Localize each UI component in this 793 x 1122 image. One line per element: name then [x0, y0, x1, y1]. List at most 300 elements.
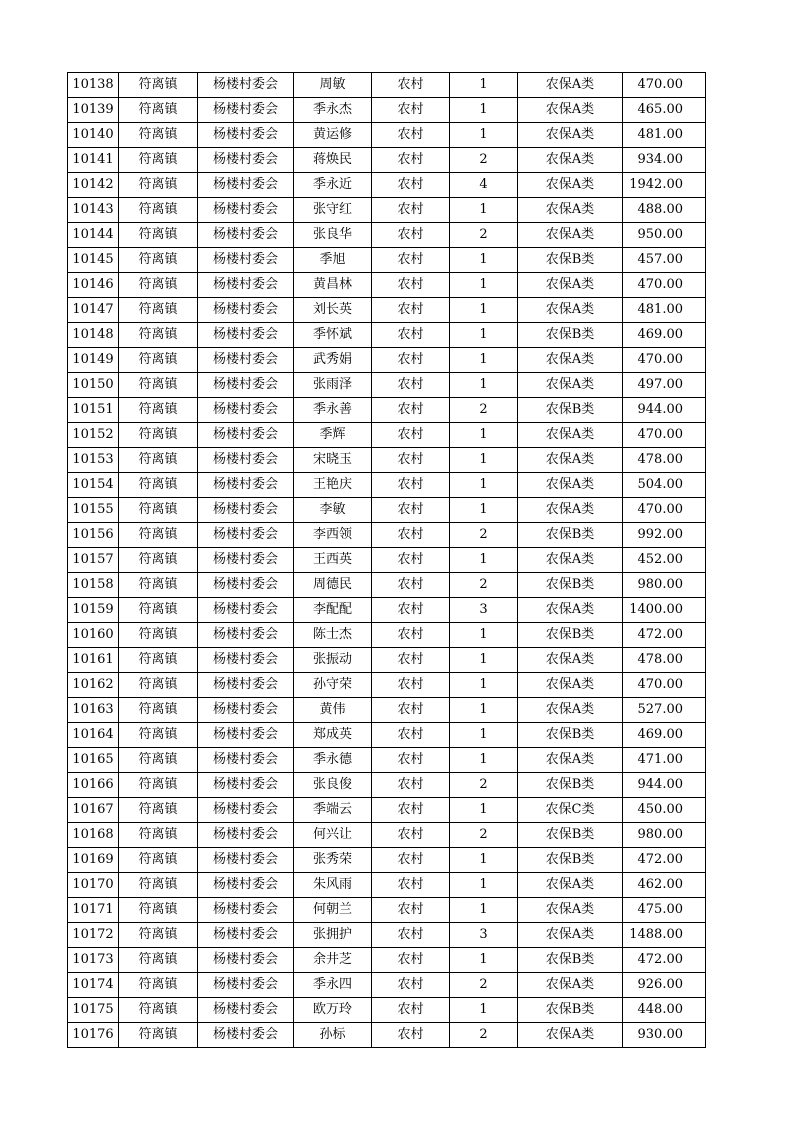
name-cell: 张拥护: [294, 923, 372, 948]
name-cell: 季永杰: [294, 98, 372, 123]
amount-cell: 930.00: [623, 1023, 706, 1048]
area-type-cell: 农村: [372, 298, 450, 323]
area-type-cell: 农村: [372, 823, 450, 848]
table-row: [68, 923, 706, 948]
town-cell: 符离镇: [119, 648, 198, 673]
area-type-cell: 农村: [372, 648, 450, 673]
amount-cell: 462.00: [623, 873, 706, 898]
insurance-class-cell: 农保A类: [518, 473, 623, 498]
name-cell: 王艳庆: [294, 473, 372, 498]
table-row: [68, 448, 706, 473]
id-cell: 10139: [68, 98, 119, 123]
town-cell: 符离镇: [119, 123, 198, 148]
name-cell: 欧万玲: [294, 998, 372, 1023]
id-cell: 10174: [68, 973, 119, 998]
table-row: [68, 873, 706, 898]
village-cell: 杨楼村委会: [198, 373, 294, 398]
id-cell: 10165: [68, 748, 119, 773]
insurance-class-cell: 农保A类: [518, 73, 623, 98]
amount-cell: 471.00: [623, 748, 706, 773]
household-count-cell: 2: [450, 973, 518, 998]
name-cell: 王西英: [294, 548, 372, 573]
amount-cell: 504.00: [623, 473, 706, 498]
name-cell: 孙守荣: [294, 673, 372, 698]
amount-cell: 980.00: [623, 823, 706, 848]
id-cell: 10164: [68, 723, 119, 748]
amount-cell: 470.00: [623, 498, 706, 523]
insurance-class-cell: 农保A类: [518, 423, 623, 448]
household-count-cell: 1: [450, 323, 518, 348]
area-type-cell: 农村: [372, 98, 450, 123]
area-type-cell: 农村: [372, 748, 450, 773]
name-cell: 周德民: [294, 573, 372, 598]
id-cell: 10167: [68, 798, 119, 823]
amount-cell: 472.00: [623, 623, 706, 648]
household-count-cell: 1: [450, 448, 518, 473]
name-cell: 黄运修: [294, 123, 372, 148]
insurance-class-cell: 农保A类: [518, 898, 623, 923]
insurance-class-cell: 农保A类: [518, 448, 623, 473]
household-count-cell: 1: [450, 123, 518, 148]
amount-cell: 470.00: [623, 273, 706, 298]
table-row: [68, 648, 706, 673]
id-cell: 10150: [68, 373, 119, 398]
town-cell: 符离镇: [119, 948, 198, 973]
household-count-cell: 2: [450, 823, 518, 848]
area-type-cell: 农村: [372, 523, 450, 548]
village-cell: 杨楼村委会: [198, 73, 294, 98]
area-type-cell: 农村: [372, 973, 450, 998]
village-cell: 杨楼村委会: [198, 273, 294, 298]
area-type-cell: 农村: [372, 248, 450, 273]
area-type-cell: 农村: [372, 373, 450, 398]
area-type-cell: 农村: [372, 1023, 450, 1048]
table-row: [68, 598, 706, 623]
area-type-cell: 农村: [372, 473, 450, 498]
name-cell: 何朝兰: [294, 898, 372, 923]
town-cell: 符离镇: [119, 273, 198, 298]
table-row: [68, 298, 706, 323]
id-cell: 10143: [68, 198, 119, 223]
insurance-class-cell: 农保B类: [518, 623, 623, 648]
name-cell: 张良俊: [294, 773, 372, 798]
insurance-class-cell: 农保A类: [518, 1023, 623, 1048]
id-cell: 10155: [68, 498, 119, 523]
village-cell: 杨楼村委会: [198, 798, 294, 823]
amount-cell: 1400.00: [623, 598, 706, 623]
insurance-class-cell: 农保A类: [518, 98, 623, 123]
id-cell: 10172: [68, 923, 119, 948]
town-cell: 符离镇: [119, 198, 198, 223]
insurance-class-cell: 农保A类: [518, 598, 623, 623]
table-row: [68, 223, 706, 248]
area-type-cell: 农村: [372, 398, 450, 423]
amount-cell: 944.00: [623, 773, 706, 798]
name-cell: 郑成英: [294, 723, 372, 748]
village-cell: 杨楼村委会: [198, 173, 294, 198]
name-cell: 李配配: [294, 598, 372, 623]
table-body: [68, 73, 706, 1048]
town-cell: 符离镇: [119, 598, 198, 623]
household-count-cell: 2: [450, 523, 518, 548]
town-cell: 符离镇: [119, 873, 198, 898]
id-cell: 10140: [68, 123, 119, 148]
amount-cell: 481.00: [623, 123, 706, 148]
name-cell: 李西领: [294, 523, 372, 548]
table-row: [68, 973, 706, 998]
amount-cell: 472.00: [623, 848, 706, 873]
town-cell: 符离镇: [119, 623, 198, 648]
village-cell: 杨楼村委会: [198, 348, 294, 373]
amount-cell: 457.00: [623, 248, 706, 273]
town-cell: 符离镇: [119, 973, 198, 998]
table-row: [68, 373, 706, 398]
household-count-cell: 1: [450, 673, 518, 698]
insurance-class-cell: 农保A类: [518, 698, 623, 723]
village-cell: 杨楼村委会: [198, 423, 294, 448]
village-cell: 杨楼村委会: [198, 773, 294, 798]
town-cell: 符离镇: [119, 473, 198, 498]
id-cell: 10142: [68, 173, 119, 198]
table-row: [68, 523, 706, 548]
insurance-class-cell: 农保A类: [518, 348, 623, 373]
insurance-class-cell: 农保A类: [518, 373, 623, 398]
area-type-cell: 农村: [372, 148, 450, 173]
table-row: [68, 498, 706, 523]
area-type-cell: 农村: [372, 898, 450, 923]
town-cell: 符离镇: [119, 773, 198, 798]
id-cell: 10152: [68, 423, 119, 448]
insurance-class-cell: 农保B类: [518, 848, 623, 873]
village-cell: 杨楼村委会: [198, 198, 294, 223]
village-cell: 杨楼村委会: [198, 123, 294, 148]
amount-cell: 475.00: [623, 898, 706, 923]
area-type-cell: 农村: [372, 548, 450, 573]
id-cell: 10148: [68, 323, 119, 348]
village-cell: 杨楼村委会: [198, 973, 294, 998]
table-row: [68, 823, 706, 848]
amount-cell: 469.00: [623, 323, 706, 348]
id-cell: 10168: [68, 823, 119, 848]
name-cell: 李敏: [294, 498, 372, 523]
table-row: [68, 798, 706, 823]
insurance-class-cell: 农保A类: [518, 273, 623, 298]
area-type-cell: 农村: [372, 673, 450, 698]
village-cell: 杨楼村委会: [198, 223, 294, 248]
table-row: [68, 398, 706, 423]
insurance-class-cell: 农保A类: [518, 748, 623, 773]
town-cell: 符离镇: [119, 323, 198, 348]
insurance-class-cell: 农保A类: [518, 298, 623, 323]
table-row: [68, 623, 706, 648]
household-count-cell: 1: [450, 848, 518, 873]
village-cell: 杨楼村委会: [198, 1023, 294, 1048]
town-cell: 符离镇: [119, 523, 198, 548]
table-row: [68, 423, 706, 448]
household-count-cell: 2: [450, 398, 518, 423]
name-cell: 季辉: [294, 423, 372, 448]
id-cell: 10169: [68, 848, 119, 873]
name-cell: 张守红: [294, 198, 372, 223]
household-count-cell: 1: [450, 548, 518, 573]
amount-cell: 1488.00: [623, 923, 706, 948]
area-type-cell: 农村: [372, 723, 450, 748]
allowance-table: [67, 72, 706, 1048]
id-cell: 10163: [68, 698, 119, 723]
area-type-cell: 农村: [372, 348, 450, 373]
id-cell: 10160: [68, 623, 119, 648]
household-count-cell: 1: [450, 798, 518, 823]
amount-cell: 472.00: [623, 948, 706, 973]
table-row: [68, 273, 706, 298]
table-row: [68, 673, 706, 698]
village-cell: 杨楼村委会: [198, 848, 294, 873]
area-type-cell: 农村: [372, 873, 450, 898]
insurance-class-cell: 农保B类: [518, 573, 623, 598]
town-cell: 符离镇: [119, 98, 198, 123]
amount-cell: 470.00: [623, 423, 706, 448]
village-cell: 杨楼村委会: [198, 748, 294, 773]
village-cell: 杨楼村委会: [198, 598, 294, 623]
table-row: [68, 848, 706, 873]
id-cell: 10166: [68, 773, 119, 798]
amount-cell: 950.00: [623, 223, 706, 248]
amount-cell: 478.00: [623, 648, 706, 673]
town-cell: 符离镇: [119, 348, 198, 373]
name-cell: 张秀荣: [294, 848, 372, 873]
name-cell: 陈士杰: [294, 623, 372, 648]
village-cell: 杨楼村委会: [198, 873, 294, 898]
table-row: [68, 748, 706, 773]
household-count-cell: 1: [450, 948, 518, 973]
insurance-class-cell: 农保A类: [518, 873, 623, 898]
household-count-cell: 1: [450, 373, 518, 398]
town-cell: 符离镇: [119, 223, 198, 248]
town-cell: 符离镇: [119, 148, 198, 173]
area-type-cell: 农村: [372, 123, 450, 148]
household-count-cell: 2: [450, 773, 518, 798]
area-type-cell: 农村: [372, 198, 450, 223]
area-type-cell: 农村: [372, 498, 450, 523]
amount-cell: 527.00: [623, 698, 706, 723]
id-cell: 10159: [68, 598, 119, 623]
town-cell: 符离镇: [119, 723, 198, 748]
name-cell: 张雨泽: [294, 373, 372, 398]
insurance-class-cell: 农保A类: [518, 648, 623, 673]
village-cell: 杨楼村委会: [198, 898, 294, 923]
town-cell: 符离镇: [119, 898, 198, 923]
village-cell: 杨楼村委会: [198, 323, 294, 348]
insurance-class-cell: 农保A类: [518, 123, 623, 148]
village-cell: 杨楼村委会: [198, 823, 294, 848]
id-cell: 10161: [68, 648, 119, 673]
household-count-cell: 1: [450, 723, 518, 748]
table-row: [68, 1023, 706, 1048]
household-count-cell: 1: [450, 473, 518, 498]
town-cell: 符离镇: [119, 823, 198, 848]
amount-cell: 478.00: [623, 448, 706, 473]
household-count-cell: 1: [450, 998, 518, 1023]
village-cell: 杨楼村委会: [198, 673, 294, 698]
id-cell: 10170: [68, 873, 119, 898]
household-count-cell: 3: [450, 598, 518, 623]
id-cell: 10147: [68, 298, 119, 323]
id-cell: 10162: [68, 673, 119, 698]
id-cell: 10157: [68, 548, 119, 573]
household-count-cell: 1: [450, 248, 518, 273]
village-cell: 杨楼村委会: [198, 248, 294, 273]
name-cell: 季永德: [294, 748, 372, 773]
id-cell: 10171: [68, 898, 119, 923]
area-type-cell: 农村: [372, 623, 450, 648]
table-row: [68, 73, 706, 98]
insurance-class-cell: 农保B类: [518, 248, 623, 273]
amount-cell: 980.00: [623, 573, 706, 598]
id-cell: 10176: [68, 1023, 119, 1048]
table-row: [68, 573, 706, 598]
household-count-cell: 1: [450, 273, 518, 298]
area-type-cell: 农村: [372, 323, 450, 348]
amount-cell: 470.00: [623, 73, 706, 98]
household-count-cell: 1: [450, 423, 518, 448]
table-row: [68, 948, 706, 973]
household-count-cell: 2: [450, 148, 518, 173]
area-type-cell: 农村: [372, 773, 450, 798]
town-cell: 符离镇: [119, 848, 198, 873]
village-cell: 杨楼村委会: [198, 523, 294, 548]
amount-cell: 1942.00: [623, 173, 706, 198]
table-row: [68, 773, 706, 798]
village-cell: 杨楼村委会: [198, 498, 294, 523]
town-cell: 符离镇: [119, 298, 198, 323]
insurance-class-cell: 农保A类: [518, 223, 623, 248]
amount-cell: 450.00: [623, 798, 706, 823]
insurance-class-cell: 农保B类: [518, 523, 623, 548]
area-type-cell: 农村: [372, 698, 450, 723]
table-row: [68, 198, 706, 223]
insurance-class-cell: 农保C类: [518, 798, 623, 823]
insurance-class-cell: 农保A类: [518, 148, 623, 173]
id-cell: 10175: [68, 998, 119, 1023]
insurance-class-cell: 农保B类: [518, 948, 623, 973]
insurance-class-cell: 农保B类: [518, 998, 623, 1023]
insurance-class-cell: 农保A类: [518, 173, 623, 198]
name-cell: 季端云: [294, 798, 372, 823]
id-cell: 10158: [68, 573, 119, 598]
amount-cell: 481.00: [623, 298, 706, 323]
household-count-cell: 1: [450, 748, 518, 773]
id-cell: 10153: [68, 448, 119, 473]
amount-cell: 469.00: [623, 723, 706, 748]
area-type-cell: 农村: [372, 273, 450, 298]
town-cell: 符离镇: [119, 498, 198, 523]
town-cell: 符离镇: [119, 373, 198, 398]
household-count-cell: 1: [450, 498, 518, 523]
area-type-cell: 农村: [372, 573, 450, 598]
insurance-class-cell: 农保B类: [518, 723, 623, 748]
name-cell: 季永近: [294, 173, 372, 198]
id-cell: 10141: [68, 148, 119, 173]
village-cell: 杨楼村委会: [198, 923, 294, 948]
town-cell: 符离镇: [119, 248, 198, 273]
area-type-cell: 农村: [372, 848, 450, 873]
area-type-cell: 农村: [372, 223, 450, 248]
household-count-cell: 1: [450, 98, 518, 123]
area-type-cell: 农村: [372, 798, 450, 823]
insurance-class-cell: 农保A类: [518, 673, 623, 698]
name-cell: 季永善: [294, 398, 372, 423]
village-cell: 杨楼村委会: [198, 948, 294, 973]
insurance-class-cell: 农保A类: [518, 973, 623, 998]
id-cell: 10151: [68, 398, 119, 423]
name-cell: 张良华: [294, 223, 372, 248]
table-row: [68, 548, 706, 573]
name-cell: 季怀斌: [294, 323, 372, 348]
table-row: [68, 323, 706, 348]
id-cell: 10149: [68, 348, 119, 373]
name-cell: 季旭: [294, 248, 372, 273]
area-type-cell: 农村: [372, 923, 450, 948]
insurance-class-cell: 农保B类: [518, 823, 623, 848]
insurance-class-cell: 农保B类: [518, 773, 623, 798]
household-count-cell: 3: [450, 923, 518, 948]
table-row: [68, 473, 706, 498]
insurance-class-cell: 农保B类: [518, 398, 623, 423]
insurance-class-cell: 农保A类: [518, 548, 623, 573]
village-cell: 杨楼村委会: [198, 623, 294, 648]
town-cell: 符离镇: [119, 173, 198, 198]
household-count-cell: 1: [450, 698, 518, 723]
amount-cell: 992.00: [623, 523, 706, 548]
area-type-cell: 农村: [372, 423, 450, 448]
name-cell: 武秀娟: [294, 348, 372, 373]
amount-cell: 944.00: [623, 398, 706, 423]
id-cell: 10173: [68, 948, 119, 973]
village-cell: 杨楼村委会: [198, 723, 294, 748]
area-type-cell: 农村: [372, 598, 450, 623]
name-cell: 宋晓玉: [294, 448, 372, 473]
table-row: [68, 348, 706, 373]
village-cell: 杨楼村委会: [198, 648, 294, 673]
insurance-class-cell: 农保A类: [518, 198, 623, 223]
town-cell: 符离镇: [119, 998, 198, 1023]
table-row: [68, 148, 706, 173]
area-type-cell: 农村: [372, 73, 450, 98]
id-cell: 10154: [68, 473, 119, 498]
amount-cell: 470.00: [623, 348, 706, 373]
household-count-cell: 1: [450, 898, 518, 923]
area-type-cell: 农村: [372, 448, 450, 473]
town-cell: 符离镇: [119, 448, 198, 473]
table-row: [68, 248, 706, 273]
town-cell: 符离镇: [119, 1023, 198, 1048]
village-cell: 杨楼村委会: [198, 148, 294, 173]
town-cell: 符离镇: [119, 698, 198, 723]
table-row: [68, 723, 706, 748]
insurance-class-cell: 农保B类: [518, 323, 623, 348]
area-type-cell: 农村: [372, 948, 450, 973]
town-cell: 符离镇: [119, 573, 198, 598]
name-cell: 黄昌林: [294, 273, 372, 298]
table-row: [68, 698, 706, 723]
table-row: [68, 998, 706, 1023]
name-cell: 周敏: [294, 73, 372, 98]
town-cell: 符离镇: [119, 748, 198, 773]
amount-cell: 448.00: [623, 998, 706, 1023]
household-count-cell: 1: [450, 648, 518, 673]
id-cell: 10145: [68, 248, 119, 273]
id-cell: 10146: [68, 273, 119, 298]
